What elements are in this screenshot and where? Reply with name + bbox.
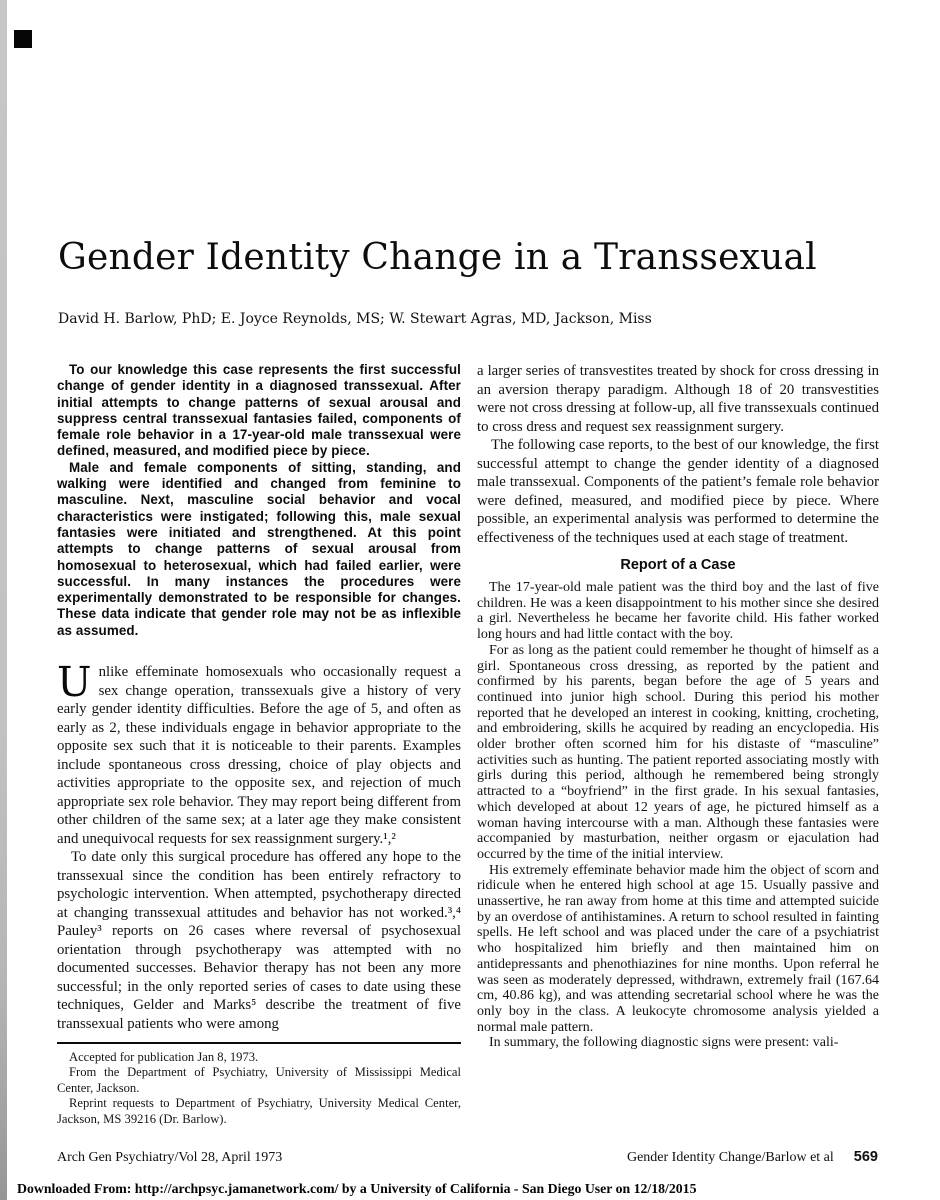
case-paragraph-4: In summary, the following diagnostic signs were present: vali- [489,1035,839,1051]
abstract-paragraph-2: Male and female components of sitting, standing, and walking were identified and changed from feminine to masculine. Next, masculine social behavior and vocal characteristics were instigated; following this, male sexual fantasies were initiated and strengthened. At this point attempts to change patterns of sexual arousal from homosexual to heterosexual, which had failed earlier, were successful. In many instances the procedures were experimentally demonstrated to be responsible for changes. These data indicate that gender role may not be as inflexible as assumed. [57,459,461,638]
case-paragraph-2: For as long as the patient could remember he thought of himself as a girl. Spontaneous cross dressing, as reported by the patient and confirmed by his parents, began before the age of 5 years and continued into junior high school. During this period his mother reported that he developed an interest in cooking, knitting, crocheting, and embroidering, skills he acquired by reading an encyclopedia. His older brother often scorned him for his distaste of “masculine” activities such as hunting. The patient reported associating mostly with girls during this period, although he remembered being strongly attracted to a “boyfriend” in the first grade. In his sexual fantasies, which developed at about 12 years of age, he pictured himself as a woman having intercourse with a man. Although these fantasies were accompanied by masturbation, neither orgasm or ejaculation had occurred by the time of the initial interview. [477,642,879,862]
right-column [477,362,879,1051]
footer-journal-citation: Arch Gen Psychiatry/Vol 28, April 1973 [57,1150,283,1165]
section-heading-report-of-a-case: Report of a Case [620,557,736,573]
footer-right-group [627,1149,878,1166]
download-notice-bar: Downloaded From: http://archpsyc.jamanetwork.com/ by a University of California - San Diego User on 12/18/2015 [17,1181,697,1196]
authors-line: David H. Barlow, PhD; E. Joyce Reynolds, MS; W. Stewart Agras, MD, Jackson, Miss [58,311,652,327]
intro-paragraph-3: The following case reports, to the best of our knowledge, the first successful attempt to change the gender identity of a diagnosed male transsexual. Components of the patient’s female role behavior were defined, measured, and modified piece by piece. Where possible, an experimental analysis was performed to determine the effectiveness of the techniques used at each stage of treatment. [477,437,879,546]
footer-page-number: 569 [853,1149,878,1165]
footnote-affiliation: From the Department of Psychiatry, University of Mississippi Medical Center, Jackson. [57,1065,461,1095]
case-paragraph-1: The 17-year-old male patient was the third boy and the last of five children. He was a keen disappointment to his mother since she desired a girl. Nevertheless he became her favorite child. His father worked long hours and had little contact with the boy. [477,580,879,643]
intro-paragraph-2: To date only this surgical procedure has offered any hope to the transsexual since the condition has been entirely refractory to psychologic intervention. When attempted, psychotherapy directed at changing transsexual attitudes and behavior has not worked.³,⁴ Pauley³ reports on 26 cases where reversal of psychosexual orientation through psychotherapy was attempted with no documented successes. Behavior therapy has not been any more successful; in the only reported series of cases to date using these techniques, Gelder and Marks⁵ describe the treatment of five transsexual patients who were among [57,849,461,1032]
footnote-reprints: Reprint requests to Department of Psychiatry, University Medical Center, Jackson, MS 39216 (Dr. Barlow). [57,1096,461,1126]
page-footer [57,1149,878,1166]
left-column [57,362,461,1127]
case-paragraph-3: His extremely effeminate behavior made him the object of scorn and ridicule when he entered high school at age 15. Usually passive and unassertive, he ran away from home at this time and attempted suicide by an overdose of antihistamines. A return to school resulted in fainting spells. He left school and was placed under the care of a psychiatrist who hospitalized him briefly and then maintained him on antidepressants and phenothiazines for nine months. Upon referral he was seen as moderately depressed, withdrawn, extremely frail (167.64 cm, 40.86 kg), and was attending secretarial school where he was the only boy in the class. A leukocyte chromosome analysis yielded a normal male pattern. [477,862,879,1035]
introduction-section [57,658,461,1033]
footnotes-block [57,1042,461,1127]
article-title: Gender Identity Change in a Transsexual [58,237,817,278]
scan-edge-strip [0,0,7,1200]
scan-artifact-square [14,30,32,48]
footer-running-title: Gender Identity Change/Barlow et al [626,1150,834,1165]
intro-paragraph-1: Unlike effeminate homosexuals who occasionally request a sex change operation, transsexuals give a history of very early gender identity difficulties. Before the age of 5, and often as early as 2, these individuals engage in behavior appropriate to the opposite sex such that it is noticeable to their parents. Examples include spontaneous cross dressing, choice of play objects and activities appropriate to the opposite sex, and rejection of much appropriate sex role behavior. They may report being different from other children of the same sex; at a later age they make consistent and unequivocal requests for sex reassignment surgery.¹,² [57,658,461,847]
footnote-accepted: Accepted for publication Jan 8, 1973. [69,1050,259,1065]
abstract-paragraph-1: To our knowledge this case represents the first successful change of gender identity in a diagnosed transsexual. After initial attempts to change patterns of sexual arousal and suppress central transsexual fantasies failed, components of female role behavior in a 17-year-old male transsexual were defined, measured, and modified piece by piece. [57,362,461,459]
intro-paragraph-1-continued: a larger series of transvestites treated by shock for cross dressing in an aversion therapy paradigm. Although 18 of 20 transvestities were not cross dressing at follow-up, all five transsexuals continued to cross dress and request sex reassignment surgery. [477,363,879,435]
